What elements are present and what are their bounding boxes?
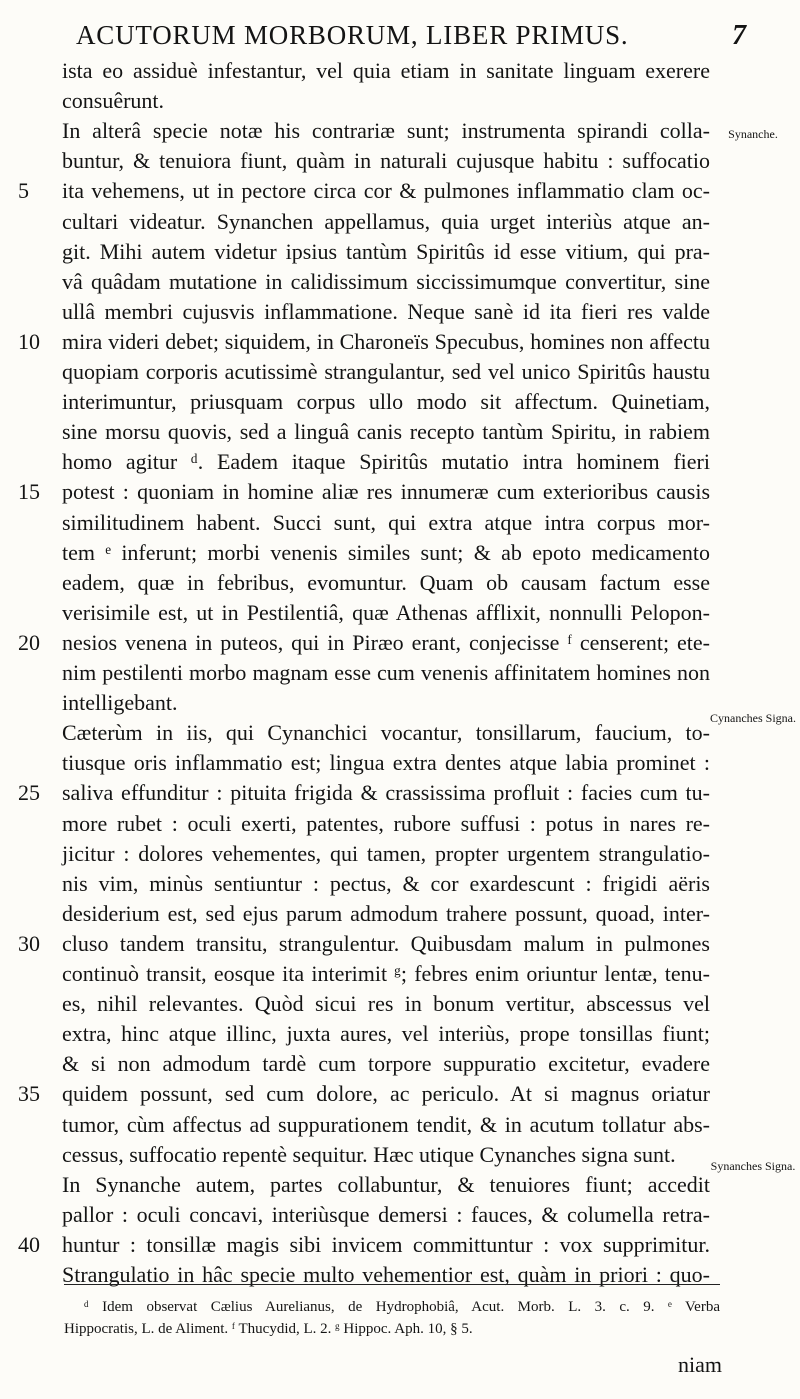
text-line <box>0 658 800 688</box>
line-number: 25 <box>18 780 40 806</box>
line-text: In Synanche autem, partes collabuntur, & tenuiores fiunt; accedit <box>62 1171 710 1197</box>
text-line <box>0 568 800 598</box>
line-text: continuò transit, eosque ita interimit ᵍ; febres enim oriuntur lentæ, tenu- <box>62 961 710 986</box>
line-text: mira videri debet; siquidem, in Charoneïs Specubus, homines non affectu <box>62 328 710 354</box>
text-line <box>0 839 800 869</box>
margin-note: Cynanches Signa. <box>710 711 796 725</box>
line-number: 20 <box>18 629 40 655</box>
text-line <box>0 778 800 808</box>
text-line <box>0 417 800 447</box>
line-text: ita vehemens, ut in pectore circa cor & pulmones inflammatio clam oc- <box>62 178 710 204</box>
text-line <box>0 929 800 959</box>
text-line <box>0 56 800 86</box>
text-line <box>0 538 800 568</box>
line-number: 5 <box>18 178 29 204</box>
line-number: 35 <box>18 1081 40 1107</box>
text-line <box>0 297 800 327</box>
text-line <box>0 1260 800 1290</box>
running-title: ACUTORUM MORBORUM, LIBER PRIMUS. <box>76 20 629 50</box>
line-text: ullâ membri cujusvis inflammatione. Neque sanè id ita fieri res valde <box>62 298 710 324</box>
text-line <box>0 598 800 628</box>
line-text: Strangulatio in hâc specie multo vehementior est, quàm in priori : quo- <box>62 1262 710 1287</box>
text-line <box>0 207 800 237</box>
text-line <box>0 718 800 748</box>
line-text: cluso tandem transitu, strangulentur. Quibusdam malum in pulmones <box>62 930 710 956</box>
footnote-line <box>0 1296 800 1318</box>
footnote-rule <box>64 1284 720 1285</box>
text-line <box>0 809 800 839</box>
line-text: extra, hinc atque illinc, juxta aures, vel interiùs, prope tonsillas fiunt; <box>62 1021 710 1047</box>
line-text: sine morsu quovis, sed a linguâ canis recepto tantùm Spiritu, in rabiem <box>62 419 710 445</box>
line-text: pallor : oculi concavi, interiùsque demersi : fauces, & columella retra- <box>62 1201 710 1227</box>
page-header <box>0 16 800 56</box>
line-text: Cæterùm in iis, qui Cynanchici vocantur, tonsillarum, faucium, to- <box>62 720 710 746</box>
text-line <box>0 508 800 538</box>
text-line <box>0 176 800 206</box>
text-line <box>0 387 800 417</box>
line-text: tem ᵉ inferunt; morbi venenis similes sunt; & ab epoto medicamento <box>62 539 710 565</box>
footnote-line <box>0 1318 800 1340</box>
line-text: intelligebant. <box>62 690 178 716</box>
text-line <box>0 748 800 778</box>
text-line <box>0 1230 800 1260</box>
line-number: 10 <box>18 328 40 354</box>
line-text: desiderium est, sed ejus parum admodum trahere possunt, quoad, inter- <box>62 900 710 926</box>
line-text: verisimile est, ut in Pestilentiâ, quæ Athenas afflixit, nonnulli Pelopon- <box>62 599 710 625</box>
line-text: vâ quâdam mutatione in calidissimum siccissimumque convertitur, sine <box>62 268 710 294</box>
text-line <box>0 989 800 1019</box>
text-line <box>0 959 800 989</box>
line-number: 40 <box>18 1231 40 1257</box>
text-line <box>0 86 800 116</box>
text-line <box>0 327 800 357</box>
footnote-text: ᵈ Idem observat Cælius Aurelianus, de Hydrophobiâ, Acut. Morb. L. 3. c. 9. ᵉ Verba <box>84 1299 720 1315</box>
text-line <box>0 447 800 477</box>
footnote-text: Hippocratis, L. de Aliment. ᶠ Thucydid, L. 2. ᵍ Hippoc. Aph. 10, § 5. <box>64 1321 473 1337</box>
line-text: homo agitur ᵈ. Eadem itaque Spiritûs mutatio intra hominem fieri <box>62 449 710 475</box>
text-line <box>0 628 800 658</box>
text-line <box>0 899 800 929</box>
line-text: tiusque oris inflammatio est; lingua extra dentes atque labia prominet : <box>62 750 710 776</box>
line-text: nis vim, minùs sentiuntur : pectus, & cor exardescunt : frigidi aëris <box>62 870 710 896</box>
line-number: 15 <box>18 479 40 505</box>
line-text: huntur : tonsillæ magis sibi invicem committuntur : vox supprimitur. <box>62 1231 710 1257</box>
line-text: cessus, suffocatio repentè sequitur. Hæc utique Cynanches signa sunt. <box>62 1141 676 1167</box>
text-line <box>0 1110 800 1140</box>
text-line <box>0 688 800 718</box>
line-text: similitudinem habent. Succi sunt, qui extra atque intra corpus mor- <box>62 509 710 535</box>
text-line <box>0 477 800 507</box>
line-text: quidem possunt, sed cum dolore, ac periculo. At si magnus oriatur <box>62 1081 710 1107</box>
line-number: 30 <box>18 930 40 956</box>
line-text: nesios venena in puteos, qui in Piræo erant, conjecisse ᶠ censerent; ete- <box>62 629 710 655</box>
line-text: git. Mihi autem videtur ipsius tantùm Spiritûs id esse vitium, qui pra- <box>62 238 710 264</box>
line-text: cultari videatur. Synanchen appellamus, quia urget interiùs atque an- <box>62 208 710 234</box>
text-line <box>0 267 800 297</box>
page-number: 7 <box>732 20 746 51</box>
line-text: potest : quoniam in homine aliæ res innumeræ cum exterioribus causis <box>62 479 710 505</box>
line-text: ista eo assiduè infestantur, vel quia etiam in sanitate linguam exerere <box>62 58 710 83</box>
line-text: nim pestilenti morbo magnam esse cum venenis affinitatem homines non <box>62 660 710 685</box>
line-text: es, nihil relevantes. Quòd sicui res in bonum vertitur, abscessus vel <box>62 991 710 1017</box>
text-line <box>0 1079 800 1109</box>
text-line <box>0 1019 800 1049</box>
text-line <box>0 357 800 387</box>
text-line <box>0 146 800 176</box>
text-line <box>0 1049 800 1079</box>
line-text: eadem, quæ in febribus, evomuntur. Quam ob causam factum esse <box>62 569 710 595</box>
line-text: buntur, & tenuiora fiunt, quàm in naturali cujusque habitu : suffocatio <box>62 148 710 174</box>
line-text: interimuntur, priusquam corpus ullo modo sit affectum. Quinetiam, <box>62 389 710 415</box>
line-text: quopiam corporis acutissimè strangulantur, sed vel unico Spiritûs haustu <box>62 359 710 384</box>
text-line <box>0 1140 800 1170</box>
text-line <box>0 1170 800 1200</box>
line-text: tumor, cùm affectus ad suppurationem tendit, & in acutum tollatur abs- <box>62 1111 710 1137</box>
line-text: saliva effunditur : pituita frigida & crassissima profluit : facies cum tu- <box>62 780 710 806</box>
text-line <box>0 237 800 267</box>
line-text: In alterâ specie notæ his contrariæ sunt; instrumenta spirandi colla- <box>62 118 710 144</box>
text-line <box>0 116 800 146</box>
line-text: more rubet : oculi exerti, patentes, rubore suffusi : potus in nares re- <box>62 810 710 836</box>
line-text: jicitur : dolores vehementes, qui tamen, propter urgentem strangulatio- <box>62 840 710 866</box>
text-line <box>0 1200 800 1230</box>
catchword: niam <box>678 1352 722 1377</box>
line-text: consuêrunt. <box>62 88 165 114</box>
text-line <box>0 869 800 899</box>
margin-note: Synanche. <box>728 127 778 141</box>
line-text: & si non admodum tardè cum torpore suppuratio excitetur, evadere <box>62 1051 710 1077</box>
margin-note: Synanches Signa. <box>710 1159 796 1173</box>
